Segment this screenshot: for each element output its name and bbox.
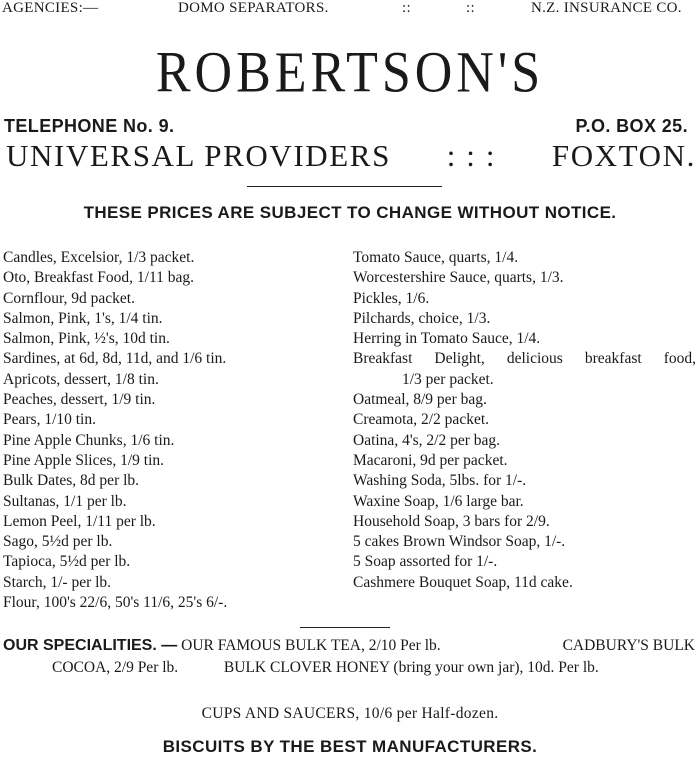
list-item: Candles, Excelsior, 1/3 packet. [3, 249, 195, 266]
list-item: Starch, 1/- per lb. [3, 573, 112, 591]
store-title: ROBERTSON'S [155, 41, 545, 105]
cocoa-price: COCOA, 2/9 Per lb. [52, 659, 179, 676]
bulk-tea: OUR FAMOUS BULK TEA, 2/10 Per lb. [181, 637, 441, 654]
list-item: Pilchards, choice, 1/3. [353, 309, 491, 327]
list-item: Sago, 5½d per lb. [3, 533, 113, 551]
list-item: Waxine Soap, 1/6 large bar. [353, 492, 524, 510]
list-item: Worcestershire Sauce, quarts, 1/3. [353, 269, 564, 287]
list-item: Salmon, Pink, 1's, 1/4 tin. [3, 309, 163, 327]
list-item: Herring in Tomato Sauce, 1/4. [353, 330, 541, 348]
list-item: Breakfast Delight, delicious breakfast food, [353, 350, 696, 368]
separator-mark: :: [402, 0, 411, 16]
specialities-line-2 [52, 659, 599, 677]
list-item: 1/3 per packet. [402, 370, 494, 388]
agencies-label: AGENCIES:— [2, 0, 99, 16]
list-item: Macaroni, 9d per packet. [353, 451, 508, 469]
list-item: Creamota, 2/2 packet. [353, 411, 490, 429]
list-item: Oatina, 4's, 2/2 per bag. [353, 431, 500, 449]
biscuits-line: BISCUITS BY THE BEST MANUFACTURERS. [162, 737, 538, 756]
telephone-number: TELEPHONE No. 9. [4, 116, 175, 136]
universal-providers-line [6, 138, 696, 174]
header-divider [247, 186, 442, 187]
list-item: Bulk Dates, 8d per lb. [3, 472, 140, 490]
colon-separators: : : : [446, 138, 497, 173]
list-item: Tapioca, 5½d per lb. [3, 553, 131, 571]
agency-domo-separators: DOMO SEPARATORS. [178, 0, 329, 16]
cadbury-bulk: CADBURY'S BULK [562, 637, 695, 654]
list-item: Pears, 1/10 tin. [3, 411, 96, 429]
specialities-label: OUR SPECIALITIES. — [3, 637, 178, 654]
town-name: FOXTON. [551, 138, 696, 173]
list-item: Pickles, 1/6. [353, 289, 430, 307]
list-item: Cashmere Bouquet Soap, 11d cake. [353, 573, 573, 591]
price-list-right [353, 248, 696, 593]
list-item: Flour, 100's 22/6, 50's 11/6, 25's 6/-. [3, 594, 228, 612]
list-item: Washing Soda, 5lbs. for 1/-. [353, 472, 527, 490]
specialities-line-1 [3, 637, 695, 655]
po-box: P.O. BOX 25. [575, 116, 688, 136]
list-item: Tomato Sauce, quarts, 1/4. [353, 249, 519, 266]
list-item: 5 cakes Brown Windsor Soap, 1/-. [353, 533, 566, 551]
list-item: Oto, Breakfast Food, 1/11 bag. [3, 269, 194, 287]
list-item: Salmon, Pink, ½'s, 10d tin. [3, 330, 170, 348]
list-item: Apricots, dessert, 1/8 tin. [3, 370, 159, 388]
list-item: 5 Soap assorted for 1/-. [353, 553, 498, 571]
cups-and-saucers: CUPS AND SAUCERS, 10/6 per Half-dozen. [201, 705, 499, 722]
universal-providers-text: UNIVERSAL PROVIDERS [6, 138, 391, 173]
agency-nz-insurance: N.Z. INSURANCE CO. [531, 0, 682, 16]
list-item: Peaches, dessert, 1/9 tin. [3, 391, 156, 409]
specialities-divider [300, 627, 390, 628]
separator-mark: :: [466, 0, 475, 16]
list-item: Pine Apple Slices, 1/9 tin. [3, 451, 165, 469]
price-list-left [3, 248, 227, 613]
clover-honey: BULK CLOVER HONEY (bring your own jar), 10d. Per lb. [223, 659, 599, 676]
list-item: Pine Apple Chunks, 1/6 tin. [3, 431, 175, 449]
list-item: Lemon Peel, 1/11 per lb. [3, 512, 156, 530]
list-item: Oatmeal, 8/9 per bag. [353, 391, 487, 409]
list-item: Sardines, at 6d, 8d, 11d, and 1/6 tin. [3, 350, 227, 368]
list-item: Household Soap, 3 bars for 2/9. [353, 512, 550, 530]
price-notice: THESE PRICES ARE SUBJECT TO CHANGE WITHOUT NOTICE. [83, 203, 617, 222]
list-item: Cornflour, 9d packet. [3, 289, 135, 307]
list-item: Sultanas, 1/1 per lb. [3, 492, 127, 510]
